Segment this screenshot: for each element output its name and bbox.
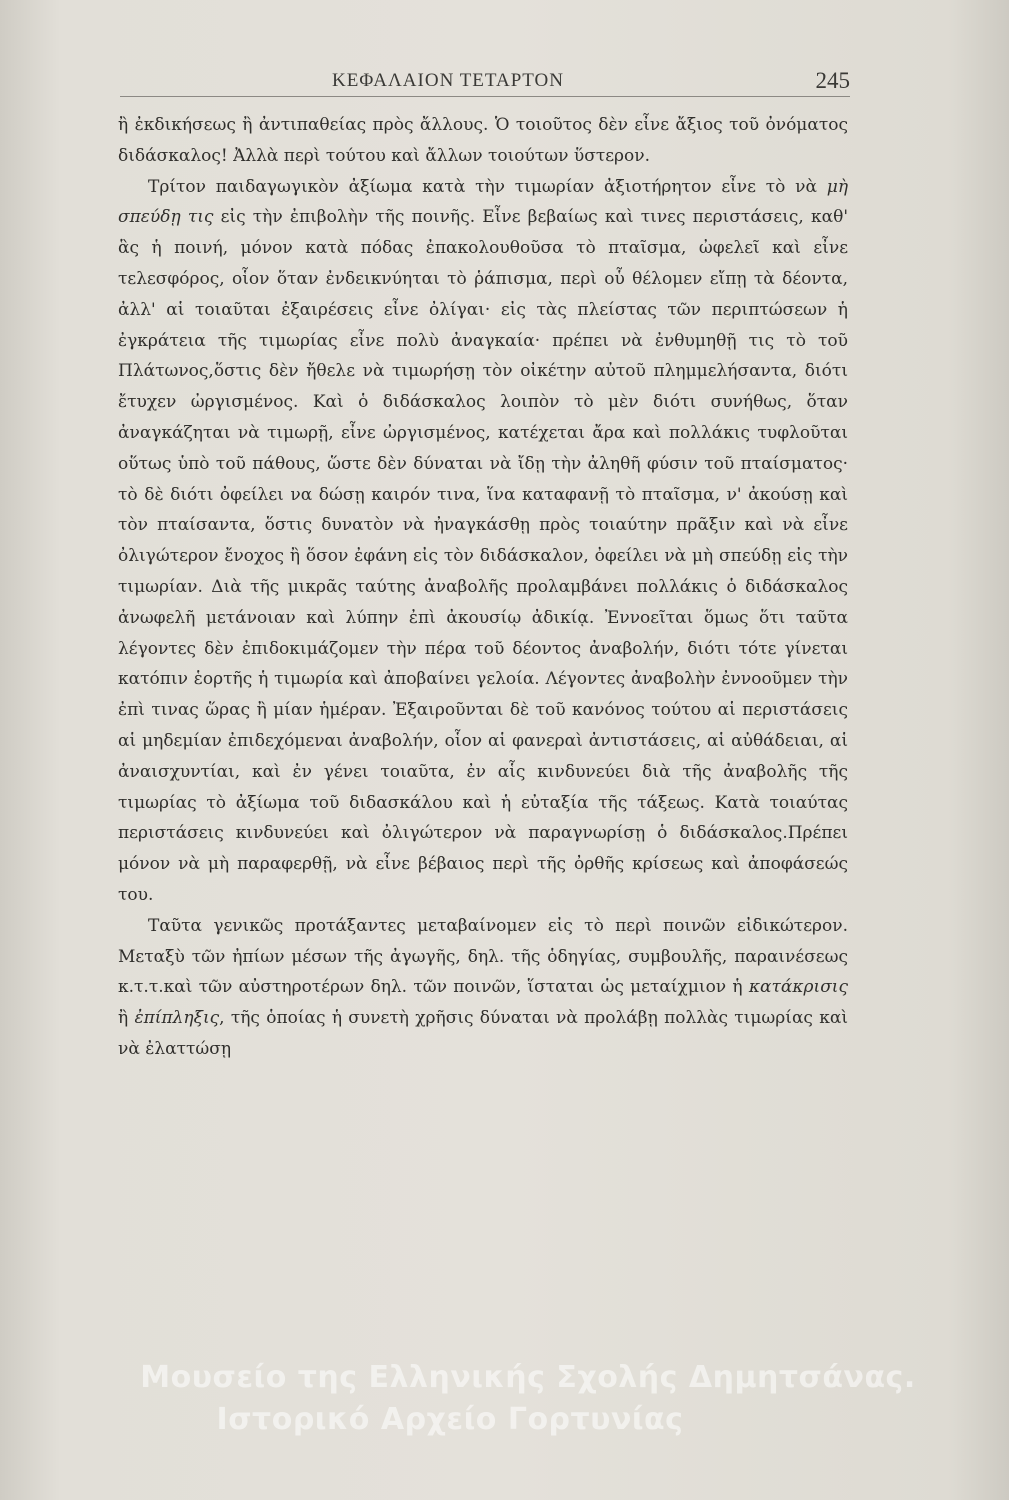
paragraph-3-start: Ταῦτα γενικῶς προτάξαντες μεταβαίνομεν εἰς τὸ περὶ ποινῶν εἰδικώτερον. Μεταξὺ τῶν ἠπίων μέσων τῆς ἀγωγῆς, δηλ. τῆς ὁδηγίας, συμβουλῆς, παραινέσεως κ.τ.τ.καὶ τῶν αὐστηροτέρων δηλ. τῶν ποινῶν, ἵσταται ὡς μεταίχμιον ἡ (118, 915, 848, 998)
watermark-line-1: Μουσείο της Ελληνικής Σχολής Δημητσάνας. (140, 1360, 916, 1395)
running-head: ΚΕΦΑΛΑΙΟΝ ΤΕΤΑΡΤΟΝ (332, 70, 564, 91)
paragraph-3-rest: , τῆς ὁποίας ἡ συνετὴ χρῆσις δύναται νὰ προλάβῃ πολλὰς τιμωρίας καὶ νὰ ἐλαττώσῃ (118, 1008, 849, 1059)
watermark-line-2: Ιστορικό Αρχείο Γορτυνίας (216, 1402, 684, 1437)
paragraph-1: ἢ ἐκδικήσεως ἢ ἀντιπαθείας πρὸς ἄλλους. Ὁ τοιοῦτος δὲν εἶνε ἄξιος τοῦ ὀνόματος διδάσκαλος! Ἀλλὰ περὶ τούτου καὶ ἄλλων τοιούτων ὕστερον. (118, 115, 848, 166)
italic-term-1: κατάκρισις (748, 977, 848, 998)
paragraph-3 (118, 911, 848, 1065)
paragraph-3-mid: ἢ (118, 1008, 135, 1029)
italic-term-2: ἐπίπληξις (134, 1008, 220, 1029)
paragraph-2-rest: εἰς τὴν ἐπιβολὴν τῆς ποινῆς. Εἶνε βεβαίως καὶ τινες περιστάσεις, καθ' ἃς ἡ ποινή, μόνον κατὰ πόδας ἐπακολουθοῦσα τὸ πταῖσμα, ὠφελεῖ καὶ εἶνε τελεσφόρος, οἷον ὅταν ἐνδεικνύηται τὸ ῥάπισμα, περὶ οὗ θέλομεν εἴπῃ τὰ δέοντα, ἀλλ' αἱ τοιαῦται ἐξαιρέσεις εἶνε ὀλίγαι· εἰς τὰς πλείστας τῶν περιπτώσεων ἡ ἐγκράτεια τῆς τιμωρίας εἶνε πολὺ ἀναγκαία· πρέπει νὰ ἐνθυμηθῇ τις τὸ τοῦ Πλάτωνος,ὅστις δὲν ἤθελε νὰ τιμωρήσῃ τὸν οἰκέτην αὐτοῦ πλημμελήσαντα, διότι ἔτυχεν ὠργισμένος. Καὶ ὁ διδάσκαλος λοιπὸν τὸ μὲν διότι συνήθως, ὅταν ἀναγκάζηται νὰ τιμωρῇ, εἶνε ὠργισμένος, κατέχεται ἄρα καὶ πολλάκις τυφλοῦται οὕτως ὑπὸ τοῦ πάθους, ὥστε δὲν δύναται νὰ ἴδῃ τὴν ἀληθῆ φύσιν τοῦ πταίσματος· τὸ δὲ διότι ὀφείλει να δώσῃ καιρόν τινα, ἵνα καταφανῇ τὸ πταῖσμα, ν' ἀκούσῃ καὶ τὸν πταίσαντα, ὅστις δυνατὸν νὰ ἠναγκάσθῃ πρὸς τοιαύτην πρᾶξιν καὶ νὰ εἶνε ὀλιγώτερον ἔνοχος ἢ ὅσον ἐφάνη εἰς τὸν διδάσκαλον, ὀφείλει νὰ μὴ σπεύδῃ εἰς τὴν τιμωρίαν. Διὰ τῆς μικρᾶς ταύτης ἀναβολῆς προλαμβάνει πολλάκις ὁ διδάσκαλος ἀνωφελῆ μετάνοιαν καὶ λύπην ἐπὶ ἀκουσίῳ ἀδικίᾳ. Ἐννοεῖται ὅμως ὅτι ταῦτα λέγοντες δὲν ἐπιδοκιμάζομεν τὴν πέρα τοῦ δέοντος ἀναβολήν, διότι τότε γίνεται κατόπιν ἑορτῆς ἡ τιμωρία καὶ ἀποβαίνει γελοία. Λέγοντες ἀναβολὴν ἐννοοῦμεν τὴν ἐπὶ τινας ὥρας ἢ μίαν ἡμέραν. Ἐξαιροῦνται δὲ τοῦ κανόνος τούτου αἱ περιστάσεις αἱ μηδεμίαν ἐπιδεχόμεναι ἀναβολήν, οἷον αἱ φανεραὶ ἀντιστάσεις, αἱ αὐθάδειαι, αἱ ἀναισχυντίαι, καὶ ἐν γένει τοιαῦτα, ἐν αἷς κινδυνεύει διὰ τῆς ἀναβολῆς τῆς τιμωρίας τὸ ἀξίωμα τοῦ διδασκάλου καὶ ἡ εὐταξία τῆς τάξεως. Κατὰ τοιαύτας περιστάσεις κινδυνεύει καὶ ὀλιγώτερον νὰ παραγνωρίσῃ ὁ διδάσκαλος.Πρέπει μόνον νὰ μὴ παραφερθῇ, νὰ εἶνε βέβαιος περὶ τῆς ὀρθῆς κρίσεως καὶ ἀποφάσεώς του. (118, 207, 848, 905)
page-header (120, 66, 850, 97)
paragraph-2-start: Τρίτον παιδαγωγικὸν ἀξίωμα κατὰ τὴν τιμωρίαν ἀξιοτήρητον εἶνε τὸ νὰ (148, 176, 827, 197)
paragraph-2 (118, 172, 848, 911)
body-text (118, 110, 848, 1065)
page-number: 245 (815, 68, 850, 93)
italic-phrase: μὴ σπεύδῃ τις (118, 176, 848, 228)
